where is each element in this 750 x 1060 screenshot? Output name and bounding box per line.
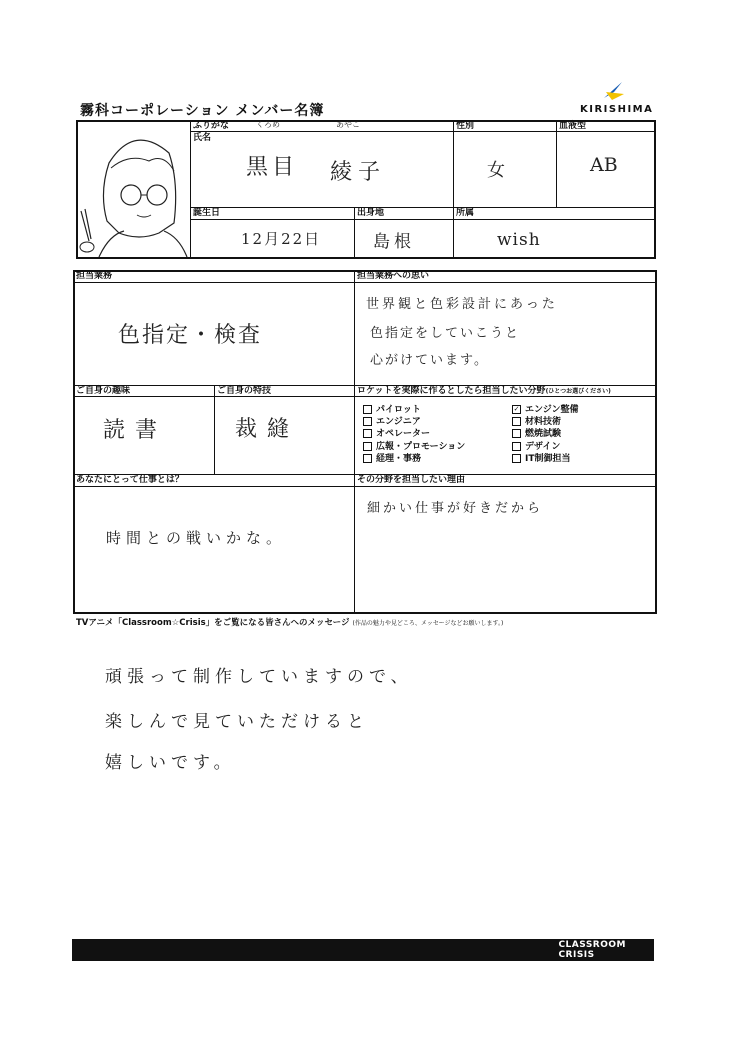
logo-text: KIRISHIMA <box>580 104 654 115</box>
blood-type-label: 血液型 <box>559 121 587 131</box>
field-option-engine-maintenance[interactable]: ✓ エンジン整備 <box>513 405 579 415</box>
portrait-illustration <box>79 123 189 257</box>
checkbox-icon[interactable] <box>363 405 372 414</box>
family-name-value: 黒目 <box>246 155 299 180</box>
field-option-design[interactable]: デザイン <box>512 442 560 453</box>
field-option-combustion-test[interactable]: 燃焼試験 <box>512 429 561 440</box>
rocket-field-title: ロケットを実際に作るとしたら担当したい分野 <box>357 386 546 396</box>
footer-logo: CLASSROOM CRISIS <box>558 940 626 960</box>
birthplace-label: 出身地 <box>357 208 385 218</box>
checkbox-icon[interactable] <box>363 454 372 463</box>
field-option-pilot[interactable]: パイロット <box>363 405 421 416</box>
given-name-value: 綾子 <box>330 160 387 185</box>
field-option-operator[interactable]: オペレーター <box>363 429 430 440</box>
rocket-field-note: (ひとつお選びください) <box>545 388 611 395</box>
skill-label: ご自身の特技 <box>217 386 272 396</box>
hobby-label: ご自身の趣味 <box>76 386 131 396</box>
work-meaning-label: あなたにとって仕事とは？ <box>76 475 184 485</box>
field-option-accounting[interactable]: 経理・事務 <box>363 454 421 465</box>
checkbox-icon[interactable] <box>363 442 372 451</box>
name-label: 氏名 <box>193 133 212 143</box>
affiliation-value: wish <box>497 230 541 250</box>
message-line-1: 頑張って制作していますので、 <box>105 667 413 687</box>
duty-thoughts-line-3: 心がけています。 <box>370 353 489 368</box>
checkbox-icon[interactable] <box>363 429 372 438</box>
skill-value: 裁縫 <box>235 417 300 442</box>
duty-label: 担当業務 <box>76 271 113 281</box>
message-line-2: 楽しんで見ていただけると <box>105 712 369 732</box>
duty-thoughts-label: 担当業務への思い <box>357 271 430 281</box>
birthday-value: 12月22日 <box>241 230 322 248</box>
field-reason-label: その分野を担当したい理由 <box>357 475 466 485</box>
birthplace-value: 島根 <box>373 232 415 252</box>
blood-type-value: AB <box>590 154 618 176</box>
message-note: (作品の魅力や見どころ、メッセージなどお願いします。) <box>352 620 504 627</box>
gender-label: 性別 <box>456 121 475 131</box>
duty-thoughts-line-2: 色指定をしていこうと <box>370 326 521 341</box>
birthday-label: 誕生日 <box>193 208 221 218</box>
rocket-field-label <box>357 386 611 397</box>
message-line-3: 嬉しいです。 <box>105 753 236 773</box>
field-option-pr[interactable]: 広報・プロモーション <box>363 442 465 453</box>
checkbox-icon[interactable] <box>512 429 521 438</box>
duty-value: 色指定・検査 <box>118 323 263 348</box>
checkbox-icon[interactable] <box>512 442 521 451</box>
checkbox-icon[interactable] <box>512 454 521 463</box>
furigana-label: ふりがな <box>193 121 230 131</box>
checkbox-icon[interactable] <box>363 417 372 426</box>
affiliation-label: 所属 <box>456 208 475 218</box>
work-meaning-value: 時間との戦いかな。 <box>106 529 287 547</box>
field-reason-value: 細かい仕事が好きだから <box>367 501 544 516</box>
field-option-it-control[interactable]: IT制御担当 <box>512 454 571 465</box>
checkbox-checked-icon[interactable]: ✓ <box>513 405 520 413</box>
message-label <box>76 616 503 628</box>
field-option-materials[interactable]: 材料技術 <box>512 417 561 428</box>
kirishima-logo-icon <box>600 80 626 102</box>
gender-value: 女 <box>487 160 505 181</box>
message-title: TVアニメ「Classroom☆Crisis」をご覧になる皆さんへのメッセージ <box>76 618 350 628</box>
checkbox-icon[interactable] <box>512 417 521 426</box>
field-option-engineer[interactable]: エンジニア <box>363 417 421 428</box>
furigana-family-value: くろめ <box>256 120 280 129</box>
duty-thoughts-line-1: 世界観と色彩設計にあった <box>366 297 558 312</box>
form-title: 霧科コーポレーション メンバー名簿 <box>80 103 325 119</box>
furigana-given-value: あやこ <box>336 120 360 129</box>
footer-bar <box>72 939 654 961</box>
hobby-value: 読書 <box>103 418 168 443</box>
